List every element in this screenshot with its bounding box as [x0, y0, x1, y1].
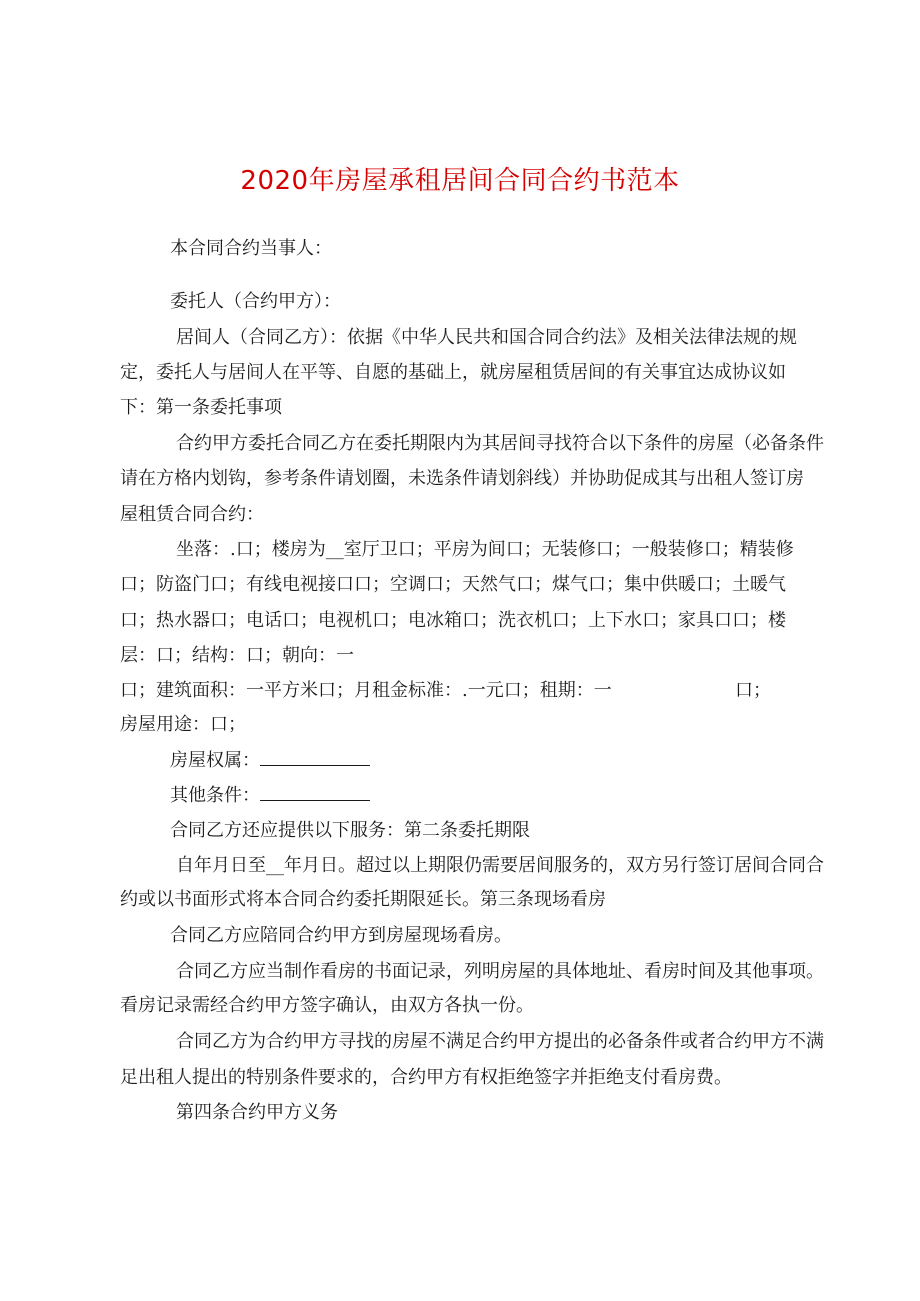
paragraph-line: 口；建筑面积：一平方米口；月租金标准：.一元口；租期：一: [120, 680, 612, 701]
property-ownership-row: [170, 750, 370, 772]
paragraph-line-end: 口；: [735, 680, 771, 701]
paragraph-line: 居间人（合同乙方）：依据《中华人民共和国合同合约法》及相关法律法规的规: [176, 327, 797, 348]
paragraph-line: 第四条合约甲方义务: [176, 1102, 338, 1123]
paragraph-line: 自年月日至__年月日。超过以上期限仍需要居间服务的，双方另行签订居间合同合: [176, 855, 824, 876]
paragraph-line: 看房记录需经合约甲方签字确认，由双方各执一份。: [120, 995, 534, 1016]
paragraph-line: 委托人（合约甲方）：: [170, 291, 341, 312]
paragraph-line: 层：口；结构：口；朝向：一: [120, 645, 354, 666]
paragraph-line: 屋租赁合同合约：: [120, 504, 264, 525]
other-conditions-row: [170, 785, 370, 807]
paragraph-line: 合同乙方还应提供以下服务：第二条委托期限: [170, 820, 530, 841]
paragraph-line: 约或以书面形式将本合同合约委托期限延长。第三条现场看房: [120, 889, 606, 910]
other-conditions-label: 其他条件：: [170, 785, 260, 806]
paragraph-line: 房屋用途：口；: [120, 714, 246, 735]
paragraph-line: 定，委托人与居间人在平等、自愿的基础上，就房屋租赁居间的有关事宜达成协议如: [120, 362, 786, 383]
document-title: 2020年房屋承租居间合同合约书范本: [240, 166, 680, 196]
paragraph-line: 合同乙方为合约甲方寻找的房屋不满足合约甲方提出的必备条件或者合约甲方不满: [176, 1031, 824, 1052]
paragraph-line: 合同乙方应陪同合约甲方到房屋现场看房。: [170, 925, 512, 946]
property-ownership-blank: [260, 751, 370, 766]
other-conditions-blank: [260, 786, 370, 801]
paragraph-line: 合约甲方委托合同乙方在委托期限内为其居间寻找符合以下条件的房屋（必备条件: [176, 433, 824, 454]
paragraph-line: 请在方格内划钩，参考条件请划圈，未选条件请划斜线）并协助促成其与出租人签订房: [120, 468, 804, 489]
paragraph-line: 坐落：.口；楼房为__室厅卫口；平房为间口；无装修口；一般装修口；精装修: [176, 539, 794, 560]
paragraph-line: 本合同合约当事人：: [170, 238, 332, 259]
paragraph-line: 下：第一条委托事项: [120, 397, 282, 418]
paragraph-line: 足出租人提出的特别条件要求的，合约甲方有权拒绝签字并拒绝支付看房费。: [120, 1067, 732, 1088]
paragraph-line: 口；防盗门口；有线电视接口口；空调口；天然气口；煤气口；集中供暖口；土暖气: [120, 574, 786, 595]
paragraph-line: 合同乙方应当制作看房的书面记录，列明房屋的具体地址、看房时间及其他事项。: [176, 961, 824, 982]
property-ownership-label: 房屋权属：: [170, 750, 260, 771]
paragraph-line: 口；热水器口；电话口；电视机口；电冰箱口；洗衣机口；上下水口；家具口口；楼: [120, 610, 786, 631]
